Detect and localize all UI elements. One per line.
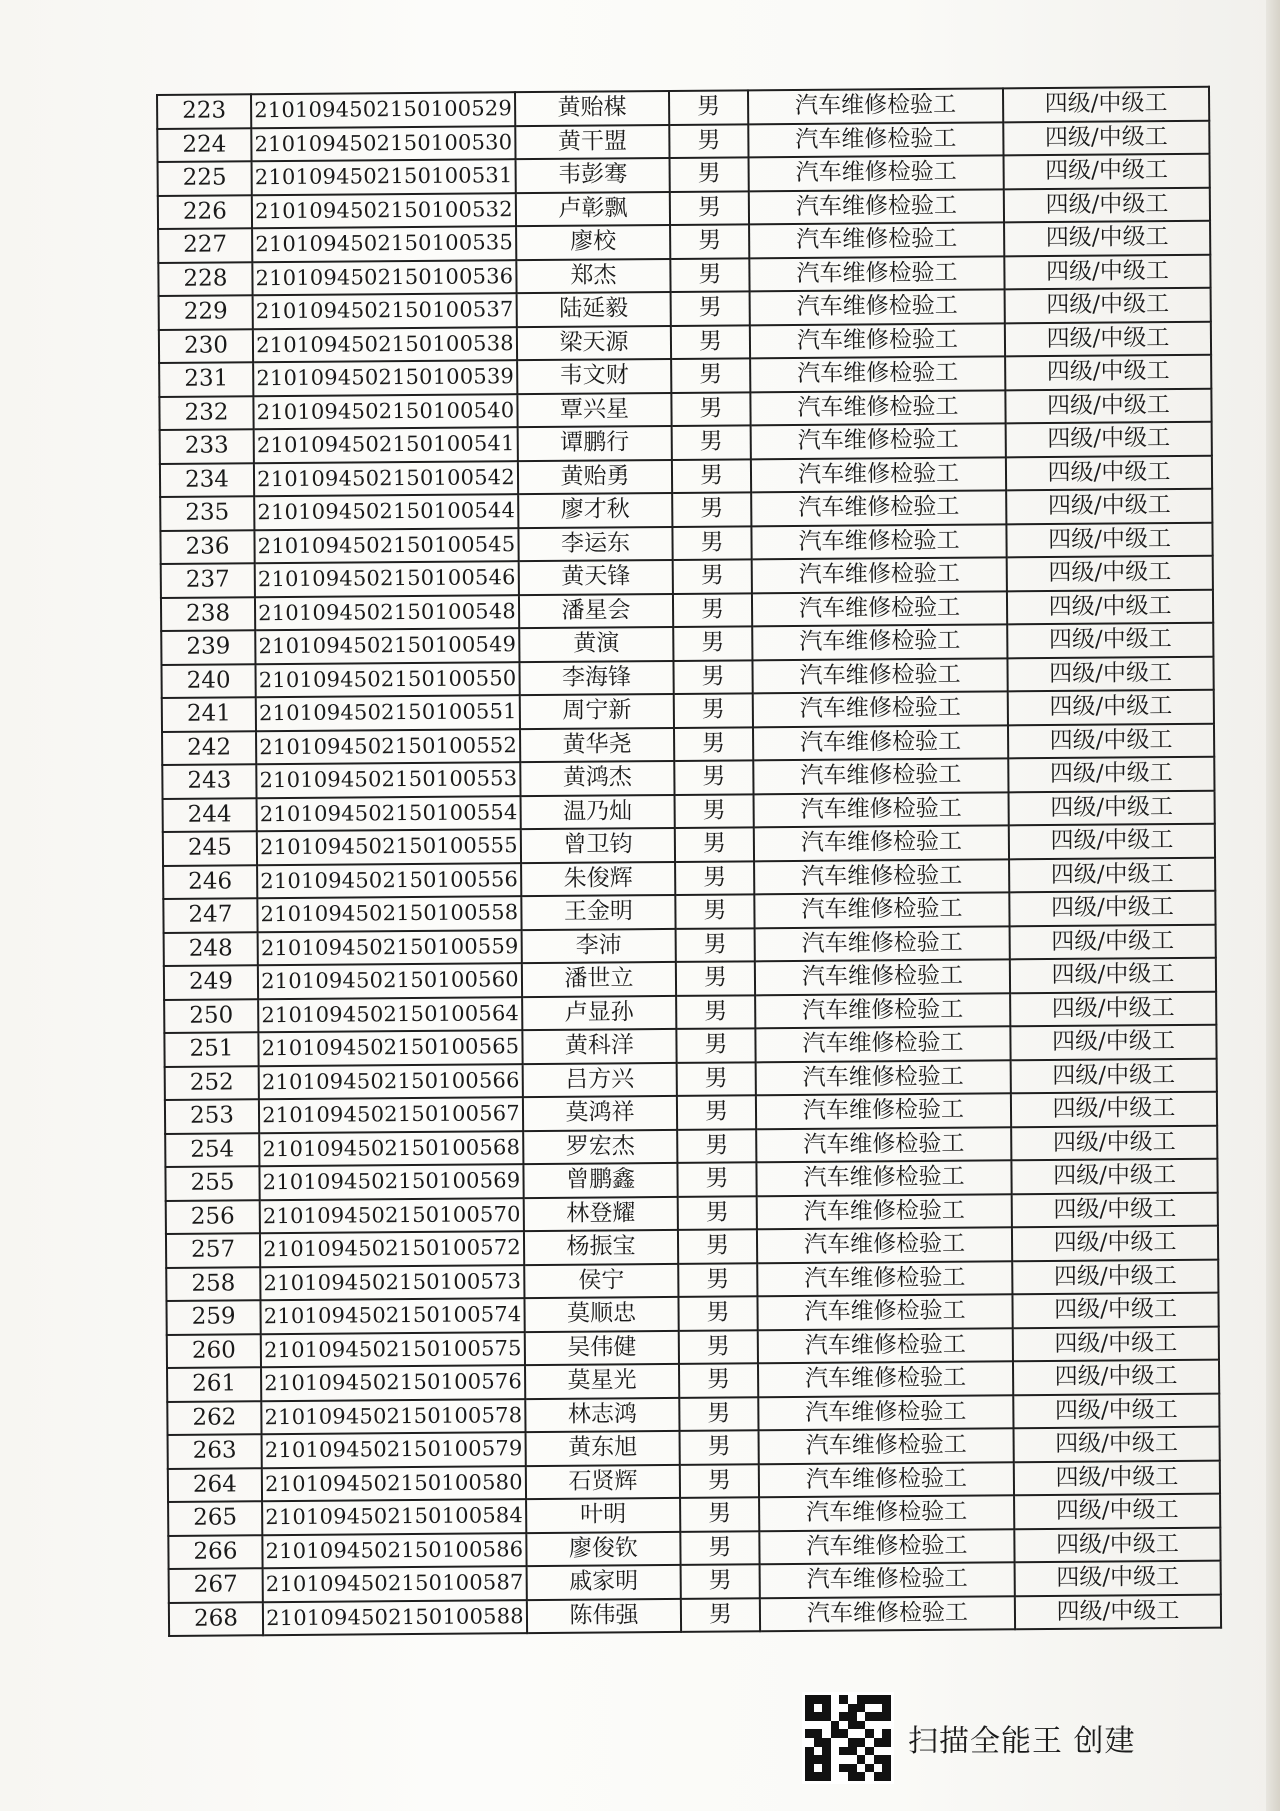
skill-level: 四级/中级工 [1012, 1226, 1218, 1261]
candidate-sex: 男 [670, 258, 749, 292]
candidate-sex: 男 [669, 124, 748, 158]
certificate-number: 2101094502150100553 [256, 762, 520, 798]
skill-level: 四级/中级工 [1012, 1192, 1218, 1227]
row-number: 242 [162, 731, 256, 765]
skill-level: 四级/中级工 [1013, 1393, 1219, 1428]
skill-level: 四级/中级工 [1011, 1058, 1217, 1093]
occupation: 汽车维修检验工 [759, 1428, 1014, 1464]
candidate-name: 卢彰飘 [516, 191, 670, 226]
occupation: 汽车维修检验工 [758, 1395, 1013, 1431]
candidate-sex: 男 [680, 1531, 759, 1565]
candidate-name: 侯宁 [524, 1263, 678, 1298]
occupation: 汽车维修检验工 [757, 1194, 1012, 1230]
candidate-sex: 男 [670, 157, 749, 191]
skill-level: 四级/中级工 [1004, 187, 1210, 222]
occupation: 汽车维修检验工 [750, 356, 1005, 392]
candidate-sex: 男 [675, 894, 754, 928]
candidate-sex: 男 [675, 861, 754, 895]
certificate-number: 2101094502150100579 [262, 1432, 526, 1468]
candidate-name: 韦文财 [517, 359, 671, 394]
roster-sheet [156, 86, 1208, 1664]
certificate-number: 2101094502150100552 [256, 729, 520, 765]
certificate-number: 2101094502150100536 [252, 260, 516, 296]
row-number: 229 [159, 295, 253, 329]
certificate-number: 2101094502150100549 [255, 628, 519, 664]
row-number: 241 [162, 697, 256, 731]
certificate-number: 2101094502150100564 [258, 997, 522, 1033]
row-number: 239 [161, 630, 255, 664]
candidate-table [156, 86, 1222, 1637]
occupation: 汽车维修检验工 [749, 256, 1004, 292]
certificate-number: 2101094502150100575 [261, 1332, 525, 1368]
row-number: 249 [164, 965, 258, 999]
candidate-name: 陈伟强 [527, 1598, 681, 1633]
certificate-number: 2101094502150100539 [253, 360, 517, 396]
row-number: 245 [163, 831, 257, 865]
candidate-name: 李沛 [522, 928, 676, 963]
candidate-table-body [157, 87, 1221, 1636]
occupation: 汽车维修检验工 [757, 1261, 1012, 1297]
candidate-sex: 男 [679, 1397, 758, 1431]
candidate-sex: 男 [678, 1296, 757, 1330]
occupation: 汽车维修检验工 [754, 792, 1009, 828]
occupation: 汽车维修检验工 [753, 758, 1008, 794]
skill-level: 四级/中级工 [1008, 690, 1214, 725]
row-number: 233 [160, 429, 254, 463]
candidate-name: 莫顺忠 [524, 1297, 678, 1332]
skill-level: 四级/中级工 [1010, 991, 1216, 1026]
certificate-number: 2101094502150100573 [260, 1265, 524, 1301]
certificate-number: 2101094502150100558 [257, 896, 521, 932]
watermark-text: 扫描全能王 创建 [908, 1724, 1136, 1759]
candidate-name: 谭鹏行 [518, 426, 672, 461]
certificate-number: 2101094502150100566 [259, 1064, 523, 1100]
certificate-number: 2101094502150100559 [258, 930, 522, 966]
row-number: 228 [158, 262, 252, 296]
candidate-name: 韦彭骞 [516, 158, 670, 193]
candidate-sex: 男 [675, 794, 754, 828]
skill-level: 四级/中级工 [1004, 221, 1210, 256]
skill-level: 四级/中级工 [1005, 388, 1211, 423]
row-number: 224 [157, 128, 251, 162]
certificate-number: 2101094502150100567 [259, 1097, 523, 1133]
candidate-sex: 男 [673, 593, 752, 627]
row-number: 261 [167, 1367, 261, 1401]
skill-level: 四级/中级工 [1007, 556, 1213, 591]
certificate-number: 2101094502150100537 [253, 293, 517, 329]
skill-level: 四级/中级工 [1010, 1025, 1216, 1060]
candidate-name: 温乃灿 [521, 794, 675, 829]
certificate-number: 2101094502150100578 [261, 1399, 525, 1435]
occupation: 汽车维修检验工 [753, 691, 1008, 727]
skill-level: 四级/中级工 [1011, 1159, 1217, 1194]
skill-level: 四级/中级工 [1014, 1460, 1220, 1495]
row-number: 267 [169, 1568, 263, 1602]
candidate-name: 卢显孙 [522, 995, 676, 1030]
certificate-number: 2101094502150100551 [256, 695, 520, 731]
skill-level: 四级/中级工 [1009, 857, 1215, 892]
row-number: 265 [168, 1501, 262, 1535]
candidate-sex: 男 [680, 1497, 759, 1531]
certificate-number: 2101094502150100538 [253, 327, 517, 363]
candidate-sex: 男 [673, 626, 752, 660]
skill-level: 四级/中级工 [1004, 254, 1210, 289]
certificate-number: 2101094502150100530 [251, 126, 515, 162]
candidate-name: 廖校 [516, 225, 670, 260]
skill-level: 四级/中级工 [1013, 1360, 1219, 1395]
occupation: 汽车维修检验工 [760, 1596, 1015, 1632]
row-number: 260 [167, 1334, 261, 1368]
certificate-number: 2101094502150100574 [260, 1298, 524, 1334]
row-number: 253 [165, 1099, 259, 1133]
candidate-sex: 男 [672, 492, 751, 526]
certificate-number: 2101094502150100532 [252, 193, 516, 229]
row-number: 232 [159, 396, 253, 430]
row-number: 240 [161, 664, 255, 698]
skill-level: 四级/中级工 [1011, 1125, 1217, 1160]
certificate-number: 2101094502150100541 [254, 427, 518, 463]
candidate-sex: 男 [672, 425, 751, 459]
candidate-name: 廖俊钦 [526, 1531, 680, 1566]
skill-level: 四级/中级工 [1003, 120, 1209, 155]
certificate-number: 2101094502150100570 [260, 1198, 524, 1234]
row-number: 256 [166, 1200, 260, 1234]
skill-level: 四级/中级工 [1015, 1594, 1221, 1629]
occupation: 汽车维修检验工 [758, 1328, 1013, 1364]
candidate-sex: 男 [681, 1564, 760, 1598]
occupation: 汽车维修检验工 [754, 892, 1009, 928]
certificate-number: 2101094502150100568 [259, 1131, 523, 1167]
occupation: 汽车维修检验工 [758, 1361, 1013, 1397]
row-number: 235 [160, 496, 254, 530]
skill-level: 四级/中级工 [1003, 87, 1209, 122]
skill-level: 四级/中级工 [1006, 489, 1212, 524]
candidate-name: 黄干盟 [515, 124, 669, 159]
row-number: 238 [161, 597, 255, 631]
candidate-name: 陆延毅 [517, 292, 671, 327]
candidate-sex: 男 [675, 827, 754, 861]
candidate-name: 黄贻楳 [515, 91, 669, 126]
certificate-number: 2101094502150100584 [262, 1499, 526, 1535]
occupation: 汽车维修检验工 [752, 557, 1007, 593]
candidate-name: 梁天源 [517, 325, 671, 360]
candidate-sex: 男 [672, 526, 751, 560]
row-number: 230 [159, 329, 253, 363]
certificate-number: 2101094502150100565 [258, 1030, 522, 1066]
occupation: 汽车维修检验工 [755, 959, 1010, 995]
skill-level: 四级/中级工 [1010, 924, 1216, 959]
candidate-sex: 男 [678, 1229, 757, 1263]
occupation: 汽车维修检验工 [759, 1495, 1014, 1531]
certificate-number: 2101094502150100548 [255, 595, 519, 631]
candidate-name: 李海锋 [519, 660, 673, 695]
candidate-sex: 男 [673, 660, 752, 694]
occupation: 汽车维修检验工 [756, 1060, 1011, 1096]
occupation: 汽车维修检验工 [750, 289, 1005, 325]
candidate-name: 戚家明 [527, 1565, 681, 1600]
certificate-number: 2101094502150100542 [254, 461, 518, 497]
candidate-name: 吴伟健 [525, 1330, 679, 1365]
row-number: 266 [168, 1535, 262, 1569]
row-number: 244 [163, 798, 257, 832]
candidate-sex: 男 [678, 1196, 757, 1230]
occupation: 汽车维修检验工 [752, 591, 1007, 627]
occupation: 汽车维修检验工 [760, 1562, 1015, 1598]
candidate-sex: 男 [674, 727, 753, 761]
occupation: 汽车维修检验工 [751, 457, 1006, 493]
skill-level: 四级/中级工 [1008, 723, 1214, 758]
candidate-sex: 男 [672, 459, 751, 493]
candidate-sex: 男 [671, 325, 750, 359]
candidate-name: 莫星光 [525, 1364, 679, 1399]
candidate-name: 潘星会 [519, 593, 673, 628]
occupation: 汽车维修检验工 [754, 859, 1009, 895]
certificate-number: 2101094502150100555 [257, 829, 521, 865]
skill-level: 四级/中级工 [1005, 355, 1211, 390]
skill-level: 四级/中级工 [1006, 422, 1212, 457]
candidate-name: 李运东 [518, 526, 672, 561]
candidate-name: 周宁新 [520, 694, 674, 729]
row-number: 226 [158, 195, 252, 229]
skill-level: 四级/中级工 [1009, 790, 1215, 825]
row-number: 251 [164, 1032, 258, 1066]
candidate-sex: 男 [671, 392, 750, 426]
occupation: 汽车维修检验工 [757, 1294, 1012, 1330]
certificate-number: 2101094502150100545 [254, 528, 518, 564]
skill-level: 四级/中级工 [1005, 288, 1211, 323]
candidate-name: 黄演 [519, 627, 673, 662]
certificate-number: 2101094502150100546 [255, 561, 519, 597]
candidate-sex: 男 [676, 1028, 755, 1062]
candidate-name: 黄贻勇 [518, 459, 672, 494]
skill-level: 四级/中级工 [1014, 1494, 1220, 1529]
certificate-number: 2101094502150100572 [260, 1231, 524, 1267]
qr-code-icon [802, 1692, 894, 1784]
skill-level: 四级/中级工 [1012, 1293, 1218, 1328]
occupation: 汽车维修检验工 [756, 1160, 1011, 1196]
occupation: 汽车维修检验工 [759, 1462, 1014, 1498]
row-number: 225 [158, 161, 252, 195]
row-number: 234 [160, 463, 254, 497]
candidate-sex: 男 [679, 1363, 758, 1397]
candidate-sex: 男 [678, 1263, 757, 1297]
candidate-name: 廖才秋 [518, 493, 672, 528]
skill-level: 四级/中级工 [1006, 522, 1212, 557]
row-number: 259 [166, 1300, 260, 1334]
row-number: 258 [166, 1267, 260, 1301]
candidate-name: 朱俊辉 [521, 861, 675, 896]
certificate-number: 2101094502150100576 [261, 1365, 525, 1401]
candidate-name: 罗宏杰 [523, 1129, 677, 1164]
candidate-name: 林登耀 [524, 1196, 678, 1231]
candidate-name: 潘世立 [522, 962, 676, 997]
occupation: 汽车维修检验工 [749, 222, 1004, 258]
candidate-sex: 男 [670, 191, 749, 225]
occupation: 汽车维修检验工 [750, 390, 1005, 426]
row-number: 231 [159, 362, 253, 396]
candidate-name: 黄天锋 [519, 560, 673, 595]
candidate-sex: 男 [674, 693, 753, 727]
certificate-number: 2101094502150100569 [259, 1164, 523, 1200]
occupation: 汽车维修检验工 [753, 725, 1008, 761]
row-number: 243 [162, 764, 256, 798]
occupation: 汽车维修检验工 [751, 524, 1006, 560]
row-number: 263 [168, 1434, 262, 1468]
skill-level: 四级/中级工 [1004, 154, 1210, 189]
row-number: 254 [165, 1133, 259, 1167]
candidate-name: 杨振宝 [524, 1230, 678, 1265]
skill-level: 四级/中级工 [1009, 824, 1215, 859]
page-edge-shadow [1266, 0, 1280, 1811]
certificate-number: 2101094502150100556 [257, 863, 521, 899]
occupation: 汽车维修检验工 [754, 825, 1009, 861]
candidate-sex: 男 [676, 961, 755, 995]
candidate-sex: 男 [674, 760, 753, 794]
certificate-number: 2101094502150100560 [258, 963, 522, 999]
row-number: 252 [165, 1066, 259, 1100]
skill-level: 四级/中级工 [1014, 1527, 1220, 1562]
occupation: 汽车维修检验工 [748, 88, 1003, 124]
certificate-number: 2101094502150100544 [254, 494, 518, 530]
candidate-name: 黄科洋 [522, 1029, 676, 1064]
candidate-name: 吕方兴 [523, 1062, 677, 1097]
occupation: 汽车维修检验工 [748, 122, 1003, 158]
occupation: 汽车维修检验工 [751, 423, 1006, 459]
row-number: 236 [160, 530, 254, 564]
candidate-name: 石贤辉 [526, 1464, 680, 1499]
candidate-name: 覃兴星 [517, 392, 671, 427]
candidate-sex: 男 [676, 928, 755, 962]
candidate-name: 林志鸿 [525, 1397, 679, 1432]
candidate-name: 叶明 [526, 1498, 680, 1533]
candidate-sex: 男 [671, 358, 750, 392]
skill-level: 四级/中级工 [1007, 656, 1213, 691]
candidate-sex: 男 [680, 1464, 759, 1498]
row-number: 255 [165, 1166, 259, 1200]
candidate-name: 莫鸿祥 [523, 1096, 677, 1131]
skill-level: 四级/中级工 [1015, 1561, 1221, 1596]
candidate-sex: 男 [677, 1162, 756, 1196]
scanner-watermark [802, 1692, 1136, 1784]
skill-level: 四级/中级工 [1009, 891, 1215, 926]
certificate-number: 2101094502150100531 [252, 159, 516, 195]
certificate-number: 2101094502150100588 [263, 1600, 527, 1636]
occupation: 汽车维修检验工 [751, 490, 1006, 526]
row-number: 227 [158, 228, 252, 262]
occupation: 汽车维修检验工 [749, 189, 1004, 225]
row-number: 262 [167, 1401, 261, 1435]
candidate-sex: 男 [677, 1095, 756, 1129]
candidate-sex: 男 [671, 291, 750, 325]
skill-level: 四级/中级工 [1007, 623, 1213, 658]
candidate-sex: 男 [677, 1062, 756, 1096]
candidate-name: 黄华尧 [520, 727, 674, 762]
certificate-number: 2101094502150100554 [257, 796, 521, 832]
skill-level: 四级/中级工 [1011, 1092, 1217, 1127]
candidate-sex: 男 [670, 224, 749, 258]
skill-level: 四级/中级工 [1012, 1259, 1218, 1294]
occupation: 汽车维修检验工 [750, 323, 1005, 359]
skill-level: 四级/中级工 [1010, 958, 1216, 993]
row-number: 237 [161, 563, 255, 597]
row-number: 246 [163, 865, 257, 899]
certificate-number: 2101094502150100587 [263, 1566, 527, 1602]
occupation: 汽车维修检验工 [752, 658, 1007, 694]
occupation: 汽车维修检验工 [749, 155, 1004, 191]
row-number: 250 [164, 999, 258, 1033]
occupation: 汽车维修检验工 [757, 1227, 1012, 1263]
candidate-name: 王金明 [521, 895, 675, 930]
skill-level: 四级/中级工 [1008, 757, 1214, 792]
row-number: 257 [166, 1233, 260, 1267]
certificate-number: 2101094502150100540 [253, 394, 517, 430]
skill-level: 四级/中级工 [1005, 321, 1211, 356]
candidate-sex: 男 [669, 90, 748, 124]
skill-level: 四级/中级工 [1014, 1427, 1220, 1462]
occupation: 汽车维修检验工 [756, 1093, 1011, 1129]
occupation: 汽车维修检验工 [759, 1529, 1014, 1565]
certificate-number: 2101094502150100586 [262, 1533, 526, 1569]
occupation: 汽车维修检验工 [752, 624, 1007, 660]
occupation: 汽车维修检验工 [755, 993, 1010, 1029]
candidate-name: 郑杰 [516, 258, 670, 293]
candidate-name: 曾鹏鑫 [523, 1163, 677, 1198]
skill-level: 四级/中级工 [1006, 455, 1212, 490]
candidate-name: 曾卫钧 [521, 828, 675, 863]
certificate-number: 2101094502150100529 [251, 92, 515, 128]
row-number: 223 [157, 94, 251, 128]
certificate-number: 2101094502150100550 [255, 662, 519, 698]
candidate-sex: 男 [676, 995, 755, 1029]
row-number: 264 [168, 1468, 262, 1502]
skill-level: 四级/中级工 [1013, 1326, 1219, 1361]
candidate-sex: 男 [680, 1430, 759, 1464]
certificate-number: 2101094502150100535 [252, 226, 516, 262]
row-number: 247 [163, 898, 257, 932]
table-row [169, 1594, 1221, 1636]
candidate-sex: 男 [677, 1129, 756, 1163]
occupation: 汽车维修检验工 [755, 926, 1010, 962]
row-number: 268 [169, 1602, 263, 1636]
certificate-number: 2101094502150100580 [262, 1466, 526, 1502]
skill-level: 四级/中级工 [1007, 589, 1213, 624]
candidate-sex: 男 [681, 1598, 760, 1632]
occupation: 汽车维修检验工 [755, 1026, 1010, 1062]
candidate-name: 黄鸿杰 [520, 761, 674, 796]
occupation: 汽车维修检验工 [756, 1127, 1011, 1163]
row-number: 248 [164, 932, 258, 966]
candidate-sex: 男 [673, 559, 752, 593]
candidate-name: 黄东旭 [526, 1431, 680, 1466]
candidate-sex: 男 [679, 1330, 758, 1364]
